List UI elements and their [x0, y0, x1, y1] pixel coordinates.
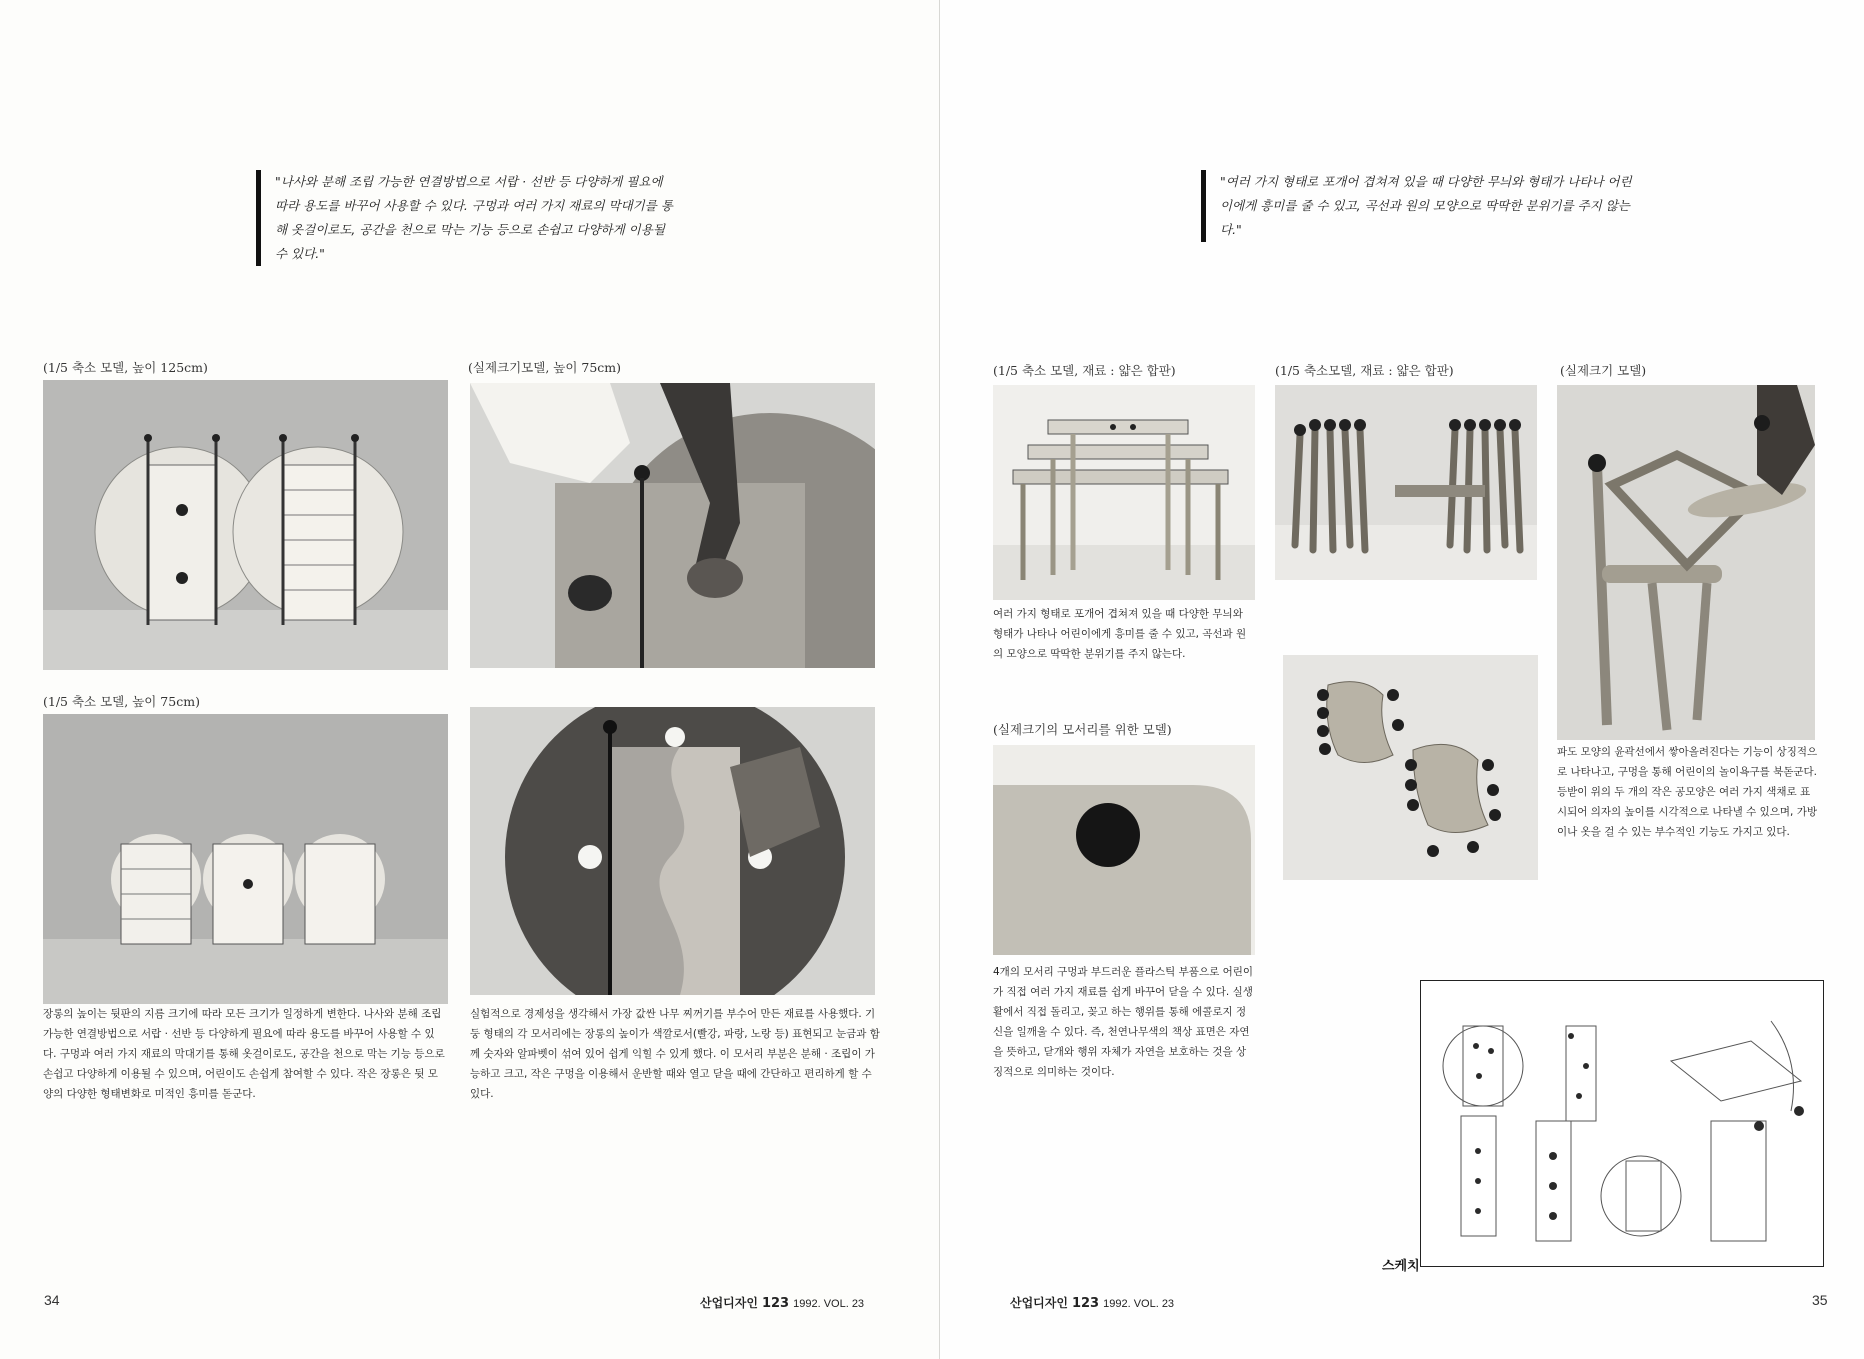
- stacked-stools-photo: [993, 385, 1255, 600]
- sketch-label: 스케치: [1382, 1259, 1420, 1274]
- folio-year-right: 1992. VOL. 23: [1103, 1298, 1175, 1310]
- right-body-corner: 4개의 모서리 구멍과 부드러운 플라스틱 부품으로 어린이가 직접 여러 가지 재료를 쉽게 바꾸어 닫을 수 있다. 실생활에서 직접 돌리고, 꽂고 하는 행위를 통해 에콜로지 정신을 일깨울 수 있다. 즉, 천연나무색의 책상 표면은 자연을 뜻하고, 닫개와 행위 자체가 자연을 보호하는 것을 상징적으로 의미하는 것이다.: [993, 966, 1253, 1078]
- caption-fullsize-75: (실제크기모델, 높이 75cm): [468, 360, 622, 375]
- folio-issue-right: 123: [1071, 1296, 1100, 1311]
- caption-plywood-a: (1/5 축소 모델, 재료 : 얇은 합판): [993, 363, 1176, 378]
- caption-fullsize: (실제크기 모델): [1560, 363, 1647, 378]
- right-pull-quote: "여러 가지 형태로 포개어 겹쳐져 있을 때 다양한 무늬와 형태가 나타나 어린이에게 흥미를 줄 수 있고, 곡선과 원의 모양으로 딱딱한 분위기를 주지 않는다.": [1201, 170, 1640, 242]
- folio-magazine-right: 산업디자인: [1010, 1296, 1068, 1310]
- caption-plywood-b: (1/5 축소모델, 재료 : 얇은 합판): [1275, 363, 1454, 378]
- caption-corner-model: (실제크기의 모서리를 위한 모델): [993, 722, 1172, 737]
- left-pull-quote: "나사와 분해 조립 가능한 연결방법으로 서랍 · 선반 등 다양하게 필요에 따라 용도를 바꾸어 사용할 수 있다. 구멍과 여러 가지 재료의 막대기를 통해 옷걸이로도, 공간을 천으로 막는 기능 등으로 손쉽고 다양하게 이용될 수 있다.": [256, 170, 675, 266]
- caption-model-125: (1/5 축소 모델, 높이 125cm): [43, 360, 208, 375]
- folio-magazine-left: 산업디자인: [700, 1296, 758, 1310]
- right-body-wave: 파도 모양의 윤곽선에서 쌓아올려진다는 기능이 상징적으로 나타나고, 구멍을 통해 어린이의 놀이욕구를 북돋군다. 등받이 위의 두 개의 작은 공모양은 여러 가지 색채로 표시되어 의자의 높이를 시각적으로 나타낼 수 있으며, 가방이나 옷을 걸 수 있는 부수적인 기능도 가지고 있다.: [1557, 746, 1818, 838]
- wardrobe-model-75-photo: [43, 714, 448, 1004]
- folio-year-left: 1992. VOL. 23: [793, 1298, 865, 1310]
- fullsize-chair-photo: [1557, 385, 1815, 740]
- caption-model-75: (1/5 축소 모델, 높이 75cm): [43, 694, 200, 709]
- folio-right: [1010, 1294, 1174, 1311]
- stacked-chairs-photo: [1275, 385, 1537, 580]
- corner-model-photo: [993, 745, 1255, 955]
- left-body-text-2: 실험적으로 경제성을 생각해서 가장 값싼 나무 찌꺼기를 부수어 만든 재료를 사용했다. 기둥 형태의 각 모서리에는 장롱의 높이가 색깔로서(빨강, 파랑, 노랑 등) 표현되고 눈금과 함께 숫자와 알파벳이 섞여 있어 쉽게 익힐 수 있게 했다. 이 모서리 부분은 분해 · 조립이 가능하고 크고, 작은 구멍을 이용해서 운반할 때와 열고 닫을 때에 간단하고 편리하게 할 수 있다.: [470, 1008, 880, 1100]
- circular-board-photo: [470, 707, 875, 995]
- folio-issue-left: 123: [761, 1296, 790, 1311]
- fullsize-assembly-photo: [470, 383, 875, 668]
- wardrobe-model-125-photo: [43, 380, 448, 670]
- left-body-text-1: 장롱의 높이는 뒷판의 지름 크기에 따라 모든 크기가 일정하게 변한다. 나사와 분해 조립 가능한 연결방법으로 서랍 · 선반 등 다양하게 필요에 따라 용도를 바꾸어 사용할 수 있다. 구멍과 여러 가지 재료의 막대기를 통해 옷걸이로도, 공간을 천으로 막는 기능 등으로 손쉽고 다양하게 이용될 수 있으며, 어린이도 손쉽게 참여할 수 있다. 작은 장롱은 뒷 모양의 다양한 형태변화로 미적인 흥미를 돋군다.: [43, 1008, 445, 1100]
- sketch-drawing: [1420, 980, 1824, 1267]
- page-number-left: 34: [44, 1292, 60, 1308]
- folio-left: [700, 1294, 864, 1311]
- wave-chairs-photo: [1283, 655, 1538, 880]
- right-body-stacked: 여러 가지 형태로 포개어 겹쳐져 있을 때 다양한 무늬와 형태가 나타나 어린이에게 흥미를 줄 수 있고, 곡선과 원의 모양으로 딱딱한 분위기를 주지 않는다.: [993, 608, 1247, 660]
- page-number-right: 35: [1812, 1292, 1828, 1308]
